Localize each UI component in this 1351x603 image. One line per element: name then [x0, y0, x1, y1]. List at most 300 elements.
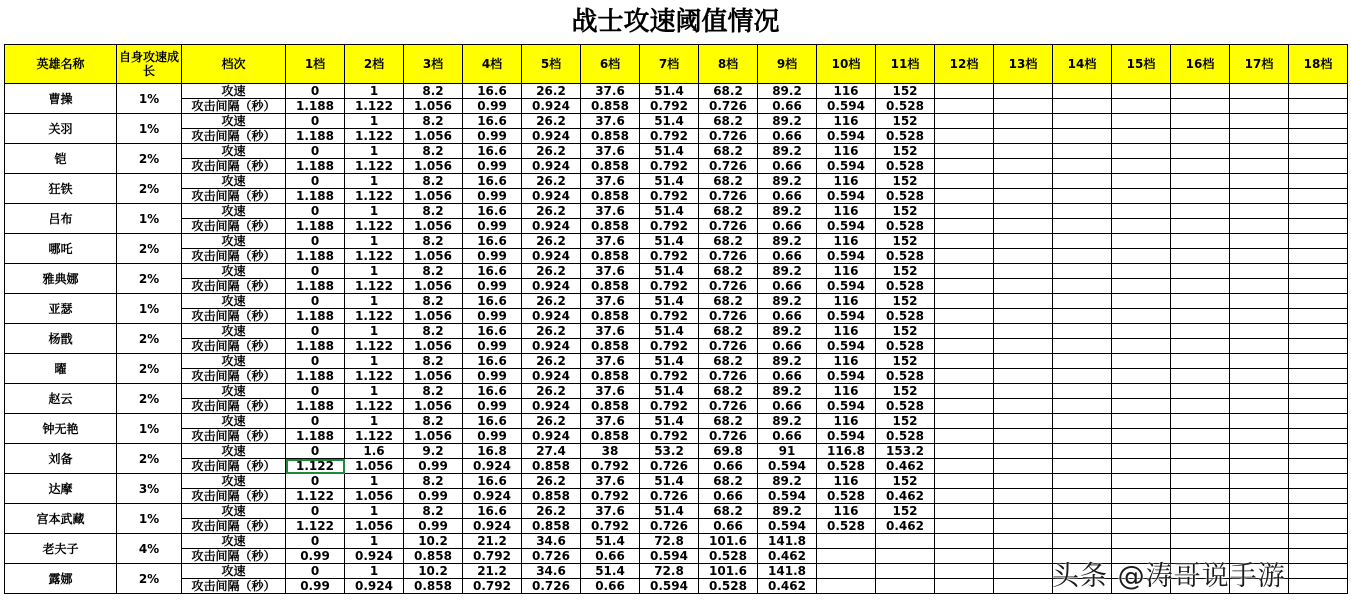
value-cell[interactable]: 152	[876, 504, 935, 519]
interval-label-cell[interactable]: 攻击间隔（秒）	[182, 489, 286, 504]
value-cell[interactable]	[994, 189, 1053, 204]
value-cell[interactable]: 37.6	[581, 294, 640, 309]
value-cell[interactable]: 1.6	[345, 444, 404, 459]
value-cell[interactable]: 38	[581, 444, 640, 459]
value-cell[interactable]: 37.6	[581, 354, 640, 369]
column-header-17[interactable]: 14档	[1053, 45, 1112, 84]
value-cell[interactable]: 1.056	[404, 429, 463, 444]
value-cell[interactable]: 1.122	[345, 399, 404, 414]
value-cell[interactable]	[1053, 489, 1112, 504]
interval-label-cell[interactable]: 攻击间隔（秒）	[182, 399, 286, 414]
value-cell[interactable]: 0.726	[699, 279, 758, 294]
value-cell[interactable]: 0.726	[699, 429, 758, 444]
column-header-4[interactable]: 1档	[286, 45, 345, 84]
value-cell[interactable]	[1171, 219, 1230, 234]
hero-name-cell[interactable]: 铠	[5, 144, 117, 174]
value-cell[interactable]	[1171, 99, 1230, 114]
value-cell[interactable]	[994, 564, 1053, 579]
value-cell[interactable]: 0.858	[581, 339, 640, 354]
value-cell[interactable]: 116	[817, 294, 876, 309]
value-cell[interactable]: 0.66	[699, 519, 758, 534]
value-cell[interactable]: 116	[817, 234, 876, 249]
value-cell[interactable]	[1230, 219, 1289, 234]
value-cell[interactable]: 0.594	[817, 279, 876, 294]
column-header-21[interactable]: 18档	[1289, 45, 1348, 84]
value-cell[interactable]: 0.594	[817, 309, 876, 324]
value-cell[interactable]: 0.726	[699, 189, 758, 204]
value-cell[interactable]: 0.66	[758, 279, 817, 294]
value-cell[interactable]: 68.2	[699, 234, 758, 249]
value-cell[interactable]	[935, 294, 994, 309]
value-cell[interactable]: 1.122	[345, 219, 404, 234]
value-cell[interactable]: 1	[345, 354, 404, 369]
value-cell[interactable]: 0.99	[463, 249, 522, 264]
speed-label-cell[interactable]: 攻速	[182, 174, 286, 189]
growth-cell[interactable]: 2%	[117, 384, 182, 414]
value-cell[interactable]: 0.924	[522, 309, 581, 324]
value-cell[interactable]: 0.726	[699, 129, 758, 144]
value-cell[interactable]	[1230, 429, 1289, 444]
value-cell[interactable]: 1.122	[345, 159, 404, 174]
value-cell[interactable]: 0.66	[699, 489, 758, 504]
value-cell[interactable]: 0.594	[817, 99, 876, 114]
value-cell[interactable]: 152	[876, 234, 935, 249]
growth-cell[interactable]: 1%	[117, 114, 182, 144]
value-cell[interactable]: 51.4	[640, 264, 699, 279]
value-cell[interactable]: 0	[286, 84, 345, 99]
value-cell[interactable]	[1230, 129, 1289, 144]
value-cell[interactable]	[1112, 369, 1171, 384]
value-cell[interactable]: 0.99	[463, 129, 522, 144]
value-cell[interactable]: 0.594	[640, 549, 699, 564]
hero-name-cell[interactable]: 达摩	[5, 474, 117, 504]
value-cell[interactable]	[1171, 84, 1230, 99]
speed-label-cell[interactable]: 攻速	[182, 444, 286, 459]
value-cell[interactable]	[1112, 249, 1171, 264]
growth-cell[interactable]: 2%	[117, 264, 182, 294]
value-cell[interactable]: 1.056	[404, 369, 463, 384]
hero-name-cell[interactable]: 杨戬	[5, 324, 117, 354]
value-cell[interactable]: 26.2	[522, 174, 581, 189]
value-cell[interactable]: 1.056	[345, 459, 404, 474]
growth-cell[interactable]: 1%	[117, 84, 182, 114]
value-cell[interactable]: 16.6	[463, 234, 522, 249]
value-cell[interactable]: 51.4	[640, 354, 699, 369]
interval-label-cell[interactable]: 攻击间隔（秒）	[182, 579, 286, 594]
interval-label-cell[interactable]: 攻击间隔（秒）	[182, 189, 286, 204]
value-cell[interactable]: 0.858	[581, 99, 640, 114]
value-cell[interactable]: 0	[286, 234, 345, 249]
value-cell[interactable]: 0.99	[404, 519, 463, 534]
value-cell[interactable]: 21.2	[463, 534, 522, 549]
value-cell[interactable]: 68.2	[699, 204, 758, 219]
value-cell[interactable]	[817, 549, 876, 564]
value-cell[interactable]	[1289, 324, 1348, 339]
value-cell[interactable]	[935, 324, 994, 339]
value-cell[interactable]	[1171, 384, 1230, 399]
value-cell[interactable]: 101.6	[699, 564, 758, 579]
value-cell[interactable]	[1289, 159, 1348, 174]
interval-label-cell[interactable]: 攻击间隔（秒）	[182, 249, 286, 264]
value-cell[interactable]: 0.528	[699, 579, 758, 594]
hero-name-cell[interactable]: 狂铁	[5, 174, 117, 204]
speed-label-cell[interactable]: 攻速	[182, 324, 286, 339]
value-cell[interactable]	[1289, 399, 1348, 414]
value-cell[interactable]: 0.66	[758, 219, 817, 234]
value-cell[interactable]: 0.594	[758, 519, 817, 534]
value-cell[interactable]	[1289, 114, 1348, 129]
value-cell[interactable]: 0.99	[463, 99, 522, 114]
value-cell[interactable]	[935, 249, 994, 264]
value-cell[interactable]: 0	[286, 414, 345, 429]
value-cell[interactable]: 0.66	[581, 579, 640, 594]
value-cell[interactable]: 26.2	[522, 204, 581, 219]
value-cell[interactable]	[1053, 114, 1112, 129]
hero-name-cell[interactable]: 吕布	[5, 204, 117, 234]
interval-label-cell[interactable]: 攻击间隔（秒）	[182, 159, 286, 174]
value-cell[interactable]: 0.792	[581, 519, 640, 534]
value-cell[interactable]	[994, 219, 1053, 234]
value-cell[interactable]: 116	[817, 264, 876, 279]
value-cell[interactable]	[1112, 384, 1171, 399]
value-cell[interactable]: 37.6	[581, 174, 640, 189]
value-cell[interactable]	[1171, 129, 1230, 144]
value-cell[interactable]	[935, 459, 994, 474]
value-cell[interactable]	[1053, 129, 1112, 144]
value-cell[interactable]: 51.4	[640, 504, 699, 519]
value-cell[interactable]	[1171, 519, 1230, 534]
value-cell[interactable]: 89.2	[758, 204, 817, 219]
value-cell[interactable]: 68.2	[699, 414, 758, 429]
value-cell[interactable]: 1	[345, 264, 404, 279]
value-cell[interactable]: 0.792	[640, 399, 699, 414]
value-cell[interactable]: 34.6	[522, 534, 581, 549]
value-cell[interactable]: 16.6	[463, 264, 522, 279]
value-cell[interactable]: 152	[876, 414, 935, 429]
value-cell[interactable]: 0.924	[463, 519, 522, 534]
value-cell[interactable]: 0.924	[522, 339, 581, 354]
value-cell[interactable]	[1230, 114, 1289, 129]
value-cell[interactable]	[935, 114, 994, 129]
value-cell[interactable]	[935, 564, 994, 579]
value-cell[interactable]: 0.726	[640, 519, 699, 534]
hero-name-cell[interactable]: 曜	[5, 354, 117, 384]
value-cell[interactable]: 26.2	[522, 354, 581, 369]
value-cell[interactable]	[1289, 459, 1348, 474]
value-cell[interactable]	[1053, 174, 1112, 189]
value-cell[interactable]	[1112, 519, 1171, 534]
value-cell[interactable]: 1.056	[404, 309, 463, 324]
value-cell[interactable]: 0.792	[640, 339, 699, 354]
value-cell[interactable]	[1289, 429, 1348, 444]
speed-label-cell[interactable]: 攻速	[182, 114, 286, 129]
value-cell[interactable]	[994, 519, 1053, 534]
value-cell[interactable]	[1053, 189, 1112, 204]
value-cell[interactable]: 0.594	[817, 249, 876, 264]
value-cell[interactable]	[1053, 369, 1112, 384]
column-header-14[interactable]: 11档	[876, 45, 935, 84]
value-cell[interactable]	[876, 579, 935, 594]
growth-cell[interactable]: 1%	[117, 294, 182, 324]
value-cell[interactable]: 21.2	[463, 564, 522, 579]
growth-cell[interactable]: 2%	[117, 174, 182, 204]
value-cell[interactable]: 89.2	[758, 264, 817, 279]
value-cell[interactable]: 0	[286, 144, 345, 159]
value-cell[interactable]: 1.188	[286, 99, 345, 114]
speed-label-cell[interactable]: 攻速	[182, 84, 286, 99]
value-cell[interactable]: 0	[286, 294, 345, 309]
value-cell[interactable]	[1230, 249, 1289, 264]
value-cell[interactable]: 116	[817, 114, 876, 129]
value-cell[interactable]: 51.4	[640, 384, 699, 399]
value-cell[interactable]	[935, 159, 994, 174]
value-cell[interactable]	[1171, 324, 1230, 339]
value-cell[interactable]: 0.792	[581, 489, 640, 504]
value-cell[interactable]: 68.2	[699, 264, 758, 279]
interval-label-cell[interactable]: 攻击间隔（秒）	[182, 339, 286, 354]
value-cell[interactable]: 1.188	[286, 249, 345, 264]
value-cell[interactable]: 0.726	[699, 219, 758, 234]
value-cell[interactable]: 51.4	[640, 234, 699, 249]
value-cell[interactable]: 0.792	[640, 249, 699, 264]
growth-cell[interactable]: 2%	[117, 144, 182, 174]
value-cell[interactable]: 51.4	[640, 114, 699, 129]
value-cell[interactable]	[876, 564, 935, 579]
value-cell[interactable]: 0.66	[758, 99, 817, 114]
value-cell[interactable]	[935, 84, 994, 99]
value-cell[interactable]: 0	[286, 534, 345, 549]
value-cell[interactable]	[1171, 279, 1230, 294]
value-cell[interactable]	[1289, 219, 1348, 234]
value-cell[interactable]	[1053, 339, 1112, 354]
value-cell[interactable]: 16.6	[463, 354, 522, 369]
value-cell[interactable]	[1289, 414, 1348, 429]
value-cell[interactable]	[1289, 474, 1348, 489]
hero-name-cell[interactable]: 关羽	[5, 114, 117, 144]
value-cell[interactable]: 1	[345, 234, 404, 249]
column-header-15[interactable]: 12档	[935, 45, 994, 84]
value-cell[interactable]	[1230, 414, 1289, 429]
value-cell[interactable]	[1289, 174, 1348, 189]
value-cell[interactable]: 89.2	[758, 174, 817, 189]
value-cell[interactable]: 0.594	[758, 459, 817, 474]
selected-cell[interactable]: 1.122	[286, 459, 345, 474]
value-cell[interactable]	[994, 444, 1053, 459]
value-cell[interactable]	[935, 189, 994, 204]
value-cell[interactable]: 152	[876, 264, 935, 279]
value-cell[interactable]	[1289, 444, 1348, 459]
value-cell[interactable]	[1289, 189, 1348, 204]
value-cell[interactable]: 1.122	[286, 489, 345, 504]
value-cell[interactable]: 0.924	[463, 459, 522, 474]
value-cell[interactable]: 53.2	[640, 444, 699, 459]
value-cell[interactable]: 0.528	[876, 249, 935, 264]
value-cell[interactable]: 0.99	[463, 399, 522, 414]
value-cell[interactable]: 8.2	[404, 174, 463, 189]
growth-cell[interactable]: 2%	[117, 444, 182, 474]
value-cell[interactable]	[1053, 279, 1112, 294]
value-cell[interactable]	[994, 369, 1053, 384]
value-cell[interactable]	[994, 429, 1053, 444]
value-cell[interactable]: 0.726	[699, 369, 758, 384]
value-cell[interactable]: 1.122	[345, 99, 404, 114]
value-cell[interactable]: 0.528	[876, 159, 935, 174]
value-cell[interactable]	[935, 204, 994, 219]
value-cell[interactable]	[1171, 159, 1230, 174]
speed-label-cell[interactable]: 攻速	[182, 534, 286, 549]
value-cell[interactable]: 91	[758, 444, 817, 459]
column-header-13[interactable]: 10档	[817, 45, 876, 84]
value-cell[interactable]	[1171, 399, 1230, 414]
value-cell[interactable]: 152	[876, 84, 935, 99]
value-cell[interactable]	[1230, 369, 1289, 384]
value-cell[interactable]	[994, 339, 1053, 354]
value-cell[interactable]: 0.792	[640, 159, 699, 174]
value-cell[interactable]: 0	[286, 564, 345, 579]
value-cell[interactable]	[817, 579, 876, 594]
value-cell[interactable]: 0.726	[640, 459, 699, 474]
value-cell[interactable]: 10.2	[404, 564, 463, 579]
value-cell[interactable]	[1230, 399, 1289, 414]
hero-name-cell[interactable]: 曹操	[5, 84, 117, 114]
value-cell[interactable]: 8.2	[404, 234, 463, 249]
value-cell[interactable]: 0.462	[758, 549, 817, 564]
value-cell[interactable]	[935, 534, 994, 549]
value-cell[interactable]: 152	[876, 174, 935, 189]
value-cell[interactable]	[994, 489, 1053, 504]
value-cell[interactable]: 68.2	[699, 174, 758, 189]
speed-label-cell[interactable]: 攻速	[182, 474, 286, 489]
value-cell[interactable]	[1053, 429, 1112, 444]
value-cell[interactable]	[935, 264, 994, 279]
growth-cell[interactable]: 1%	[117, 504, 182, 534]
value-cell[interactable]	[1230, 279, 1289, 294]
value-cell[interactable]	[1289, 489, 1348, 504]
value-cell[interactable]: 51.4	[581, 564, 640, 579]
value-cell[interactable]	[1053, 414, 1112, 429]
value-cell[interactable]	[1289, 564, 1348, 579]
value-cell[interactable]	[1230, 534, 1289, 549]
value-cell[interactable]	[935, 219, 994, 234]
value-cell[interactable]	[994, 249, 1053, 264]
value-cell[interactable]: 0.528	[876, 219, 935, 234]
interval-label-cell[interactable]: 攻击间隔（秒）	[182, 429, 286, 444]
column-header-18[interactable]: 15档	[1112, 45, 1171, 84]
value-cell[interactable]: 16.6	[463, 174, 522, 189]
value-cell[interactable]: 1	[345, 174, 404, 189]
value-cell[interactable]: 116	[817, 384, 876, 399]
value-cell[interactable]: 116	[817, 84, 876, 99]
value-cell[interactable]: 116	[817, 324, 876, 339]
value-cell[interactable]	[994, 414, 1053, 429]
value-cell[interactable]	[1053, 294, 1112, 309]
value-cell[interactable]: 1.122	[345, 369, 404, 384]
value-cell[interactable]	[1171, 504, 1230, 519]
value-cell[interactable]: 37.6	[581, 264, 640, 279]
value-cell[interactable]: 26.2	[522, 414, 581, 429]
value-cell[interactable]	[935, 384, 994, 399]
value-cell[interactable]: 26.2	[522, 384, 581, 399]
value-cell[interactable]: 89.2	[758, 114, 817, 129]
value-cell[interactable]: 1.122	[345, 339, 404, 354]
value-cell[interactable]: 1	[345, 384, 404, 399]
value-cell[interactable]: 68.2	[699, 84, 758, 99]
value-cell[interactable]: 9.2	[404, 444, 463, 459]
value-cell[interactable]	[1112, 339, 1171, 354]
value-cell[interactable]: 0.792	[640, 219, 699, 234]
value-cell[interactable]	[1289, 309, 1348, 324]
column-header-7[interactable]: 4档	[463, 45, 522, 84]
value-cell[interactable]: 0.792	[640, 309, 699, 324]
value-cell[interactable]: 26.2	[522, 474, 581, 489]
value-cell[interactable]: 0.594	[758, 489, 817, 504]
value-cell[interactable]: 1.056	[404, 279, 463, 294]
value-cell[interactable]: 69.8	[699, 444, 758, 459]
value-cell[interactable]: 0.99	[463, 159, 522, 174]
column-header-3[interactable]: 档次	[182, 45, 286, 84]
value-cell[interactable]	[1112, 189, 1171, 204]
value-cell[interactable]: 16.6	[463, 414, 522, 429]
value-cell[interactable]	[935, 474, 994, 489]
value-cell[interactable]: 68.2	[699, 324, 758, 339]
value-cell[interactable]	[994, 204, 1053, 219]
value-cell[interactable]	[1289, 504, 1348, 519]
value-cell[interactable]	[1171, 249, 1230, 264]
value-cell[interactable]: 0.528	[876, 399, 935, 414]
value-cell[interactable]: 16.6	[463, 384, 522, 399]
value-cell[interactable]: 116	[817, 174, 876, 189]
value-cell[interactable]: 8.2	[404, 324, 463, 339]
value-cell[interactable]: 16.6	[463, 144, 522, 159]
value-cell[interactable]: 0.99	[404, 489, 463, 504]
value-cell[interactable]: 26.2	[522, 234, 581, 249]
growth-cell[interactable]: 2%	[117, 564, 182, 594]
value-cell[interactable]: 0.858	[522, 459, 581, 474]
value-cell[interactable]: 1	[345, 414, 404, 429]
value-cell[interactable]	[994, 264, 1053, 279]
column-header-19[interactable]: 16档	[1171, 45, 1230, 84]
value-cell[interactable]	[935, 369, 994, 384]
value-cell[interactable]: 8.2	[404, 294, 463, 309]
value-cell[interactable]: 89.2	[758, 84, 817, 99]
value-cell[interactable]: 0.858	[581, 189, 640, 204]
value-cell[interactable]	[1289, 264, 1348, 279]
value-cell[interactable]	[935, 429, 994, 444]
value-cell[interactable]: 0	[286, 324, 345, 339]
value-cell[interactable]: 1	[345, 504, 404, 519]
value-cell[interactable]	[1112, 84, 1171, 99]
value-cell[interactable]	[1289, 339, 1348, 354]
value-cell[interactable]: 1	[345, 204, 404, 219]
value-cell[interactable]	[1171, 339, 1230, 354]
value-cell[interactable]: 0.924	[522, 189, 581, 204]
value-cell[interactable]	[1171, 534, 1230, 549]
value-cell[interactable]: 0.462	[876, 459, 935, 474]
value-cell[interactable]	[1053, 324, 1112, 339]
value-cell[interactable]: 8.2	[404, 144, 463, 159]
value-cell[interactable]	[1230, 294, 1289, 309]
value-cell[interactable]: 1.056	[404, 249, 463, 264]
value-cell[interactable]	[1171, 309, 1230, 324]
value-cell[interactable]: 8.2	[404, 474, 463, 489]
value-cell[interactable]: 0.594	[817, 129, 876, 144]
value-cell[interactable]	[1053, 159, 1112, 174]
hero-name-cell[interactable]: 哪吒	[5, 234, 117, 264]
value-cell[interactable]	[1053, 249, 1112, 264]
value-cell[interactable]: 0.66	[758, 249, 817, 264]
value-cell[interactable]: 0.594	[817, 369, 876, 384]
value-cell[interactable]: 0	[286, 444, 345, 459]
